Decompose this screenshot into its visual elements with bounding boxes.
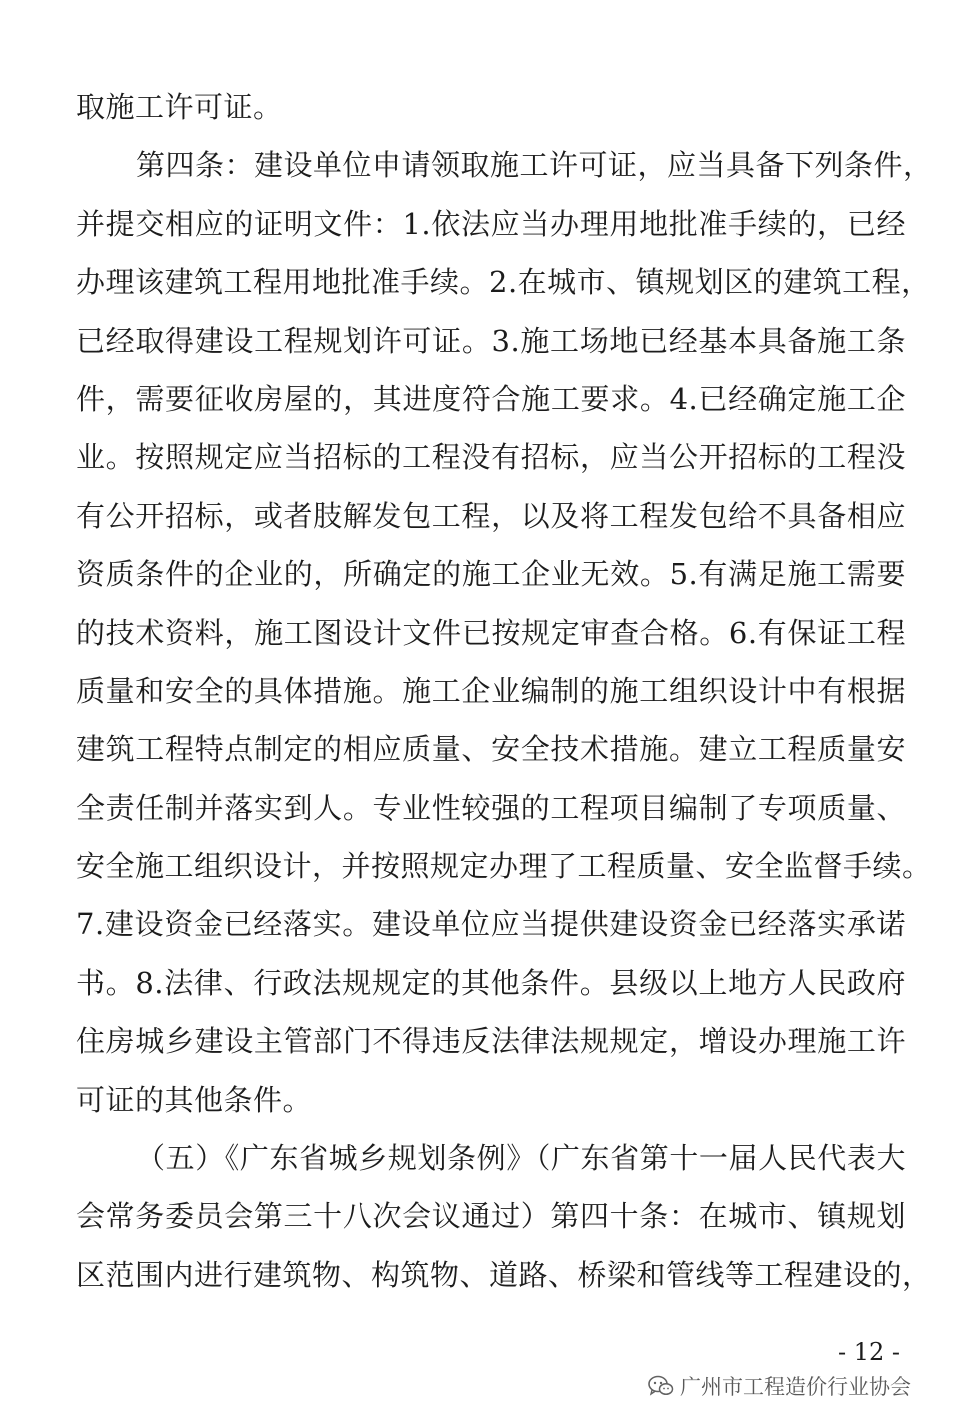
text-line: 可证的其他条件。 xyxy=(76,1082,313,1117)
text-line: 住房城乡建设主管部门不得违反法律法规规定，增设办理施工许 xyxy=(76,1024,906,1059)
text-line: （五）《广东省城乡规划条例》（广东省第十一届人民代表大 xyxy=(136,1141,906,1176)
text-line: 建筑工程特点制定的相应质量、安全技术措施。建立工程质量安 xyxy=(76,732,906,767)
watermark-text: 广州市工程造价行业协会 xyxy=(680,1375,911,1399)
text-line: 书。8.法律、行政法规规定的其他条件。县级以上地方人民政府 xyxy=(76,965,906,1000)
text-line: 7.建设资金已经落实。建设单位应当提供建设资金已经落实承诺 xyxy=(76,907,906,942)
text-line: 资质条件的企业的，所确定的施工企业无效。5.有满足施工需要 xyxy=(76,557,906,592)
text-line: 质量和安全的具体措施。施工企业编制的施工组织设计中有根据 xyxy=(76,673,906,708)
text-line: 件，需要征收房屋的，其进度符合施工要求。4.已经确定施工企 xyxy=(76,381,906,416)
text-line: 办理该建筑工程用地批准手续。2.在城市、镇规划区的建筑工程， xyxy=(76,265,931,300)
wechat-icon xyxy=(648,1375,674,1397)
text-line: 业。按照规定应当招标的工程没有招标，应当公开招标的工程没 xyxy=(76,440,906,475)
text-line: 有公开招标，或者肢解发包工程，以及将工程发包给不具备相应 xyxy=(76,498,906,533)
text-line: 已经取得建设工程规划许可证。3.施工场地已经基本具备施工条 xyxy=(76,323,906,358)
page-number: - 12 - xyxy=(838,1338,901,1366)
text-line: 安全施工组织设计，并按照规定办理了工程质量、安全监督手续。 xyxy=(76,849,932,884)
text-line: 第四条：建设单位申请领取施工许可证，应当具备下列条件， xyxy=(136,148,933,183)
text-line: 区范围内进行建筑物、构筑物、道路、桥梁和管线等工程建设的， xyxy=(76,1257,932,1292)
text-line: 全责任制并落实到人。专业性较强的工程项目编制了专项质量、 xyxy=(76,790,906,825)
watermark xyxy=(648,1372,911,1400)
text-line: 并提交相应的证明文件：1.依法应当办理用地批准手续的，已经 xyxy=(76,206,906,241)
text-line: 的技术资料，施工图设计文件已按规定审查合格。6.有保证工程 xyxy=(76,615,906,650)
text-line: 取施工许可证。 xyxy=(76,90,283,124)
document-body xyxy=(76,78,933,1304)
text-line: 会常务委员会第三十八次会议通过）第四十条：在城市、镇规划 xyxy=(76,1199,906,1234)
